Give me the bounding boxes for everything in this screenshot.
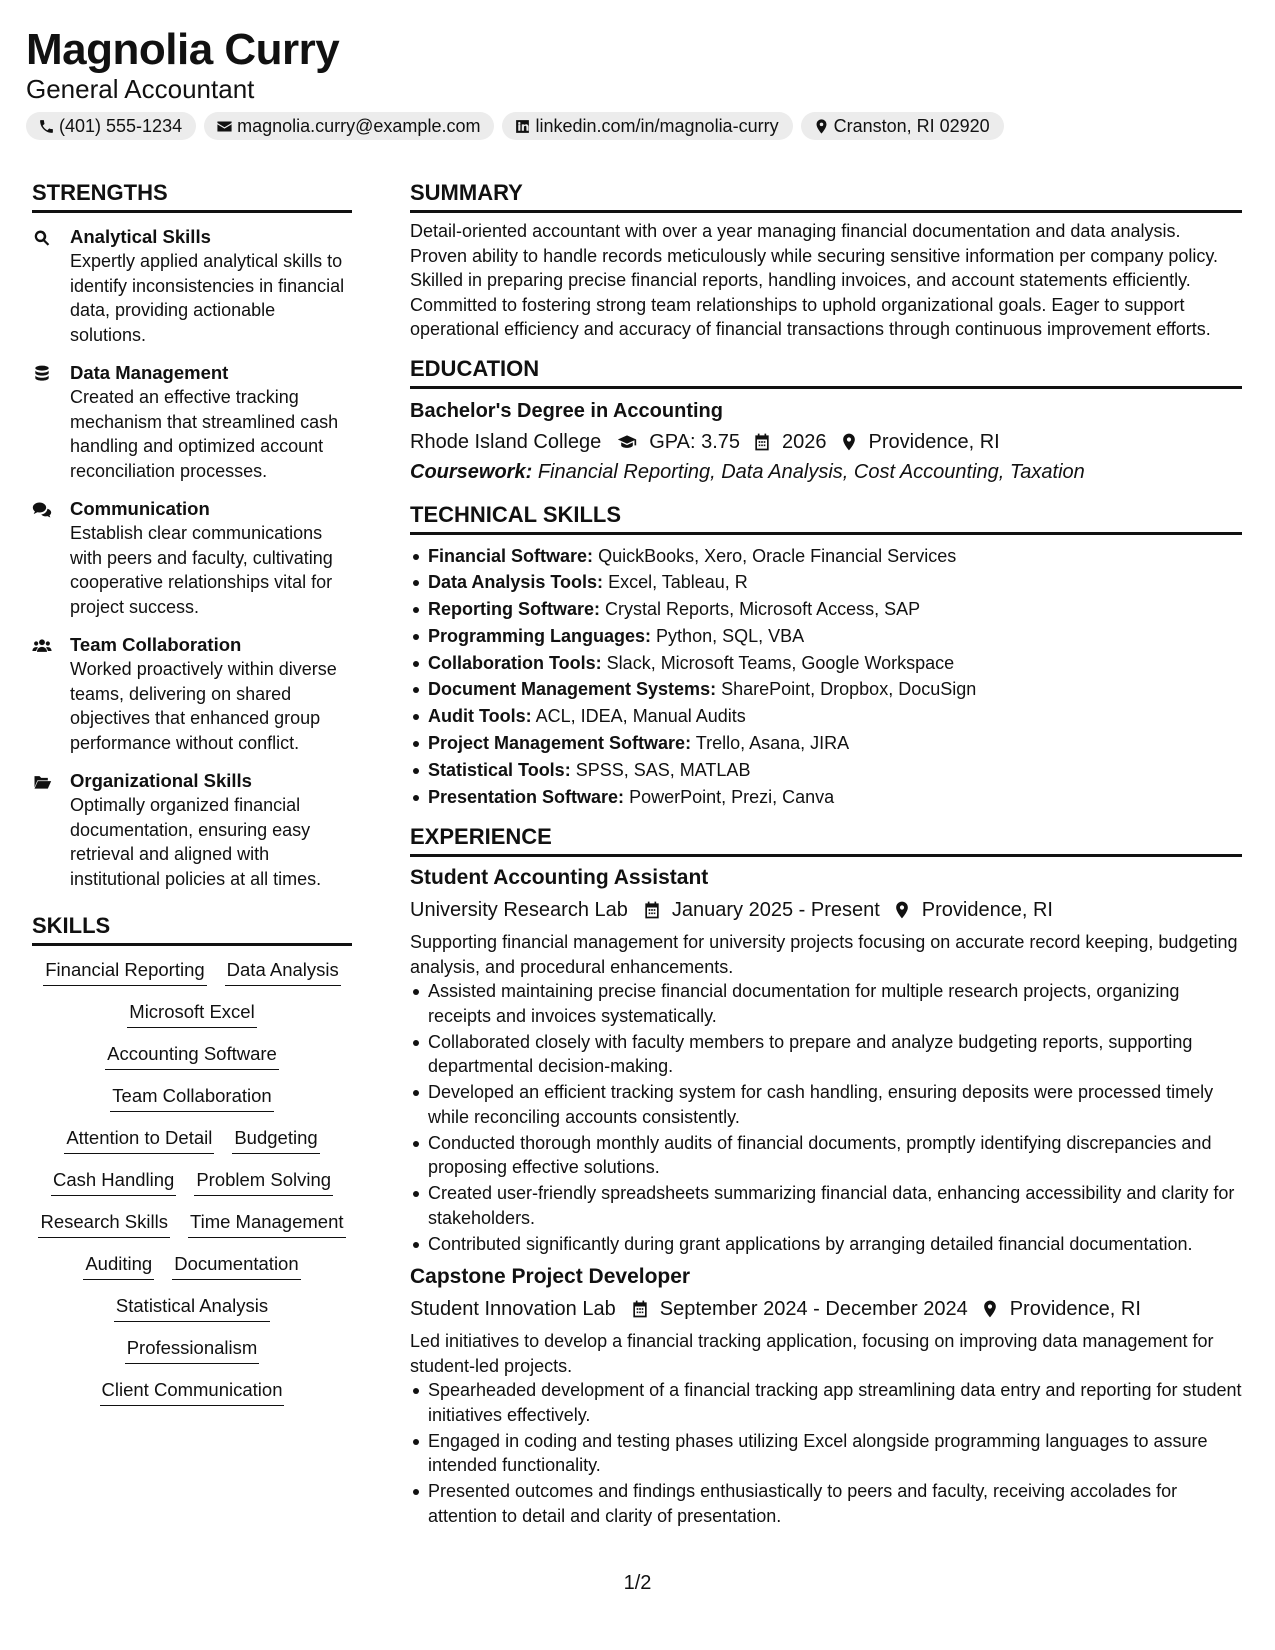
skill-tag: Research Skills: [38, 1209, 170, 1238]
list-item: Developed an efficient tracking system for cash handling, ensuring deposits were processed timely while reconciling accounts consistently.: [410, 1080, 1242, 1129]
list-item: [410, 543, 1242, 570]
experience-entry: [410, 1263, 1242, 1528]
tech-skill-value: Trello, Asana, JIRA: [695, 733, 850, 754]
list-item: Created user-friendly spreadsheets summarizing financial data, enhancing accessibility and clarity for stakeholders.: [410, 1181, 1242, 1230]
job-org: University Research Lab: [410, 899, 628, 922]
contact-location: [801, 112, 1004, 140]
section-divider: [410, 210, 1242, 213]
strength-title: Data Management: [70, 362, 229, 383]
skill-tag: Statistical Analysis: [114, 1293, 270, 1322]
technical-skills-heading: TECHNICAL SKILLS: [410, 501, 622, 527]
education-gpa: GPA: 3.75: [649, 430, 741, 453]
list-item: [410, 596, 1242, 623]
section-divider: [410, 386, 1242, 389]
graduation-cap-icon: [615, 432, 639, 452]
job-location: Providence, RI: [921, 899, 1053, 922]
candidate-name: Magnolia Curry: [26, 25, 340, 74]
tech-skill-value: ACL, IDEA, Manual Audits: [535, 706, 746, 727]
list-item: Presented outcomes and findings enthusiastically to peers and faculty, receiving accolades for attention to detail and clarity of presentation.: [410, 1479, 1242, 1528]
list-item: [410, 757, 1242, 784]
job-dates: September 2024 - December 2024: [659, 1298, 968, 1321]
tech-skill-value: Slack, Microsoft Teams, Google Workspace: [606, 652, 955, 673]
list-item: Conducted thorough monthly audits of financial documents, promptly identifying discrepancies and proposing effective solutions.: [410, 1131, 1242, 1180]
contact-bar: [26, 112, 1246, 140]
summary-heading: SUMMARY: [410, 180, 523, 205]
strength-item: [32, 361, 352, 483]
list-item: [410, 730, 1242, 757]
list-item: [410, 623, 1242, 650]
skill-tag: Microsoft Excel: [127, 999, 256, 1028]
comments-icon: [32, 500, 52, 520]
skill-tag: Problem Solving: [194, 1167, 333, 1196]
section-divider: [32, 943, 352, 946]
list-item: Assisted maintaining precise financial documentation for multiple research projects, organizing receipts and invoices systematically.: [410, 979, 1242, 1028]
skills-heading: SKILLS: [32, 913, 111, 938]
calendar-icon: [630, 1299, 650, 1319]
strength-item: [32, 497, 352, 619]
tech-skill-value: Excel, Tableau, R: [608, 572, 748, 593]
folder-open-icon: [32, 772, 52, 792]
skill-tag: Budgeting: [232, 1125, 319, 1154]
tech-skill-label: Reporting Software:: [428, 599, 601, 620]
list-item: [410, 650, 1242, 677]
job-title: Capstone Project Developer: [410, 1265, 691, 1289]
list-item: Collaborated closely with faculty members to prepare and analyze budgeting reports, supporting departmental decision-making.: [410, 1030, 1242, 1079]
strength-title: Team Collaboration: [70, 634, 242, 655]
strength-desc: Establish clear communications with peers and faculty, cultivating cooperative relationships vital for project success.: [70, 523, 333, 617]
skill-tag: Team Collaboration: [110, 1083, 273, 1112]
phone-icon: [38, 118, 55, 135]
list-item: Spearheaded development of a financial tracking app streamlining data entry and reporting for student initiatives effectively.: [410, 1378, 1242, 1427]
education-location: Providence, RI: [868, 430, 1000, 453]
tech-skill-value: PowerPoint, Prezi, Canva: [629, 786, 835, 807]
strengths-heading: STRENGTHS: [32, 180, 168, 205]
strength-desc: Optimally organized financial documentation, ensuring easy retrieval and aligned with institutional policies at all times.: [70, 795, 322, 889]
tech-skill-label: Document Management Systems:: [428, 679, 717, 700]
skill-tag: Documentation: [172, 1251, 300, 1280]
skill-tag: Attention to Detail: [64, 1125, 214, 1154]
education-degree: Bachelor's Degree in Accounting: [410, 399, 723, 422]
strengths-list: [32, 225, 352, 891]
contact-email-text: magnolia.curry@example.com: [237, 115, 481, 136]
coursework-label: Coursework:: [410, 460, 533, 483]
strength-desc: Worked proactively within diverse teams, delivering on shared objectives that enhanced group performance without conflict.: [70, 659, 337, 753]
skill-tag: Financial Reporting: [43, 957, 206, 986]
calendar-icon: [642, 900, 662, 920]
candidate-title: General Accountant: [26, 74, 255, 104]
list-item: [410, 676, 1242, 703]
tech-skill-value: Python, SQL, VBA: [656, 625, 805, 646]
job-meta: [410, 1295, 1242, 1323]
contact-phone-text: (401) 555-1234: [59, 115, 183, 136]
tech-skill-label: Statistical Tools:: [428, 759, 571, 780]
job-title: Student Accounting Assistant: [410, 866, 709, 890]
job-bullets: [410, 1378, 1242, 1528]
skill-tag: Accounting Software: [105, 1041, 279, 1070]
experience-heading: EXPERIENCE: [410, 824, 552, 850]
right-column: [410, 180, 1242, 1530]
calendar-icon: [752, 432, 772, 452]
contact-linkedin-text: linkedin.com/in/magnolia-curry: [535, 115, 779, 136]
tech-skill-value: Crystal Reports, Microsoft Access, SAP: [605, 599, 921, 620]
strength-item: [32, 633, 352, 755]
contact-email[interactable]: [204, 112, 494, 140]
job-location: Providence, RI: [1009, 1298, 1141, 1321]
education-year: 2026: [782, 430, 827, 453]
strength-title: Analytical Skills: [70, 226, 211, 247]
job-description: Supporting financial management for university projects focusing on accurate record keeping, budgeting analysis, and procedural enhancements.: [410, 932, 1238, 977]
job-bullets: [410, 979, 1242, 1256]
resume-header: [26, 24, 1246, 140]
map-pin-icon: [980, 1299, 1000, 1319]
section-divider: [410, 532, 1242, 535]
list-item: Engaged in coding and testing phases utilizing Excel alongside programming languages to assure intended functionality.: [410, 1429, 1242, 1478]
list-item: [410, 703, 1242, 730]
linkedin-icon: [514, 118, 531, 135]
tech-skill-label: Programming Languages:: [428, 625, 652, 646]
technical-skills-list: [410, 543, 1242, 811]
job-description: Led initiatives to develop a financial tracking application, focusing on improving data management for student-led projects.: [410, 1331, 1214, 1376]
education-coursework: [410, 458, 1242, 486]
job-meta: [410, 896, 1242, 924]
strength-item: [32, 769, 352, 891]
left-column: [32, 180, 352, 1406]
list-item: Contributed significantly during grant applications by arranging detailed financial documentation.: [410, 1232, 1242, 1257]
section-divider: [410, 854, 1242, 857]
users-icon: [32, 636, 52, 656]
skill-tag: Professionalism: [125, 1335, 260, 1364]
database-icon: [32, 364, 52, 384]
education-meta: [410, 428, 1242, 456]
skill-tag: Time Management: [188, 1209, 346, 1238]
list-item: [410, 569, 1242, 596]
map-pin-icon: [892, 900, 912, 920]
section-divider: [32, 210, 352, 213]
education-heading: EDUCATION: [410, 355, 540, 381]
contact-linkedin[interactable]: [502, 112, 792, 140]
tech-skill-value: SPSS, SAS, MATLAB: [575, 759, 751, 780]
page-number: 1/2: [623, 1572, 652, 1594]
strength-item: [32, 225, 352, 347]
skills-list: [32, 957, 352, 1406]
strength-title: Communication: [70, 498, 210, 519]
search-icon: [32, 228, 52, 248]
tech-skill-label: Financial Software:: [428, 545, 594, 566]
summary-text: Detail-oriented accountant with over a year managing financial documentation and data analysis. Proven ability to handle records meticulously while securing sensitive information per company policy. Skilled in preparing precise financial reports, handling invoices, and account statements efficiently. Committed to fostering strong team relationships to uphold organizational goals. Eager to support operational efficiency and accuracy of financial transactions through continuous improvement efforts.: [410, 221, 1219, 339]
tech-skill-label: Audit Tools:: [428, 706, 532, 727]
tech-skill-value: QuickBooks, Xero, Oracle Financial Services: [598, 545, 957, 566]
strength-desc: Expertly applied analytical skills to identify inconsistencies in financial data, providing actionable solutions.: [70, 251, 345, 345]
skill-tag: Cash Handling: [51, 1167, 176, 1196]
experience-entry: [410, 864, 1242, 1256]
tech-skill-value: SharePoint, Dropbox, DocuSign: [721, 679, 977, 700]
contact-location-text: Cranston, RI 02920: [833, 115, 990, 136]
education-school: Rhode Island College: [410, 430, 602, 453]
strength-title: Organizational Skills: [70, 770, 252, 791]
envelope-icon: [216, 118, 233, 135]
map-pin-icon: [813, 118, 830, 135]
skill-tag: Data Analysis: [225, 957, 341, 986]
skill-tag: Auditing: [83, 1251, 154, 1280]
skill-tag: Client Communication: [100, 1377, 285, 1406]
strength-desc: Created an effective tracking mechanism that streamlined cash handling and optimized account reconciliation processes.: [70, 387, 339, 481]
map-pin-icon: [839, 432, 859, 452]
tech-skill-label: Data Analysis Tools:: [428, 572, 604, 593]
job-dates: January 2025 - Present: [671, 899, 880, 922]
contact-phone[interactable]: [26, 112, 196, 140]
list-item: [410, 784, 1242, 811]
job-org: Student Innovation Lab: [410, 1298, 616, 1321]
tech-skill-label: Collaboration Tools:: [428, 652, 602, 673]
tech-skill-label: Project Management Software:: [428, 733, 692, 754]
coursework-list: Financial Reporting, Data Analysis, Cost Accounting, Taxation: [537, 460, 1085, 483]
tech-skill-label: Presentation Software:: [428, 786, 625, 807]
